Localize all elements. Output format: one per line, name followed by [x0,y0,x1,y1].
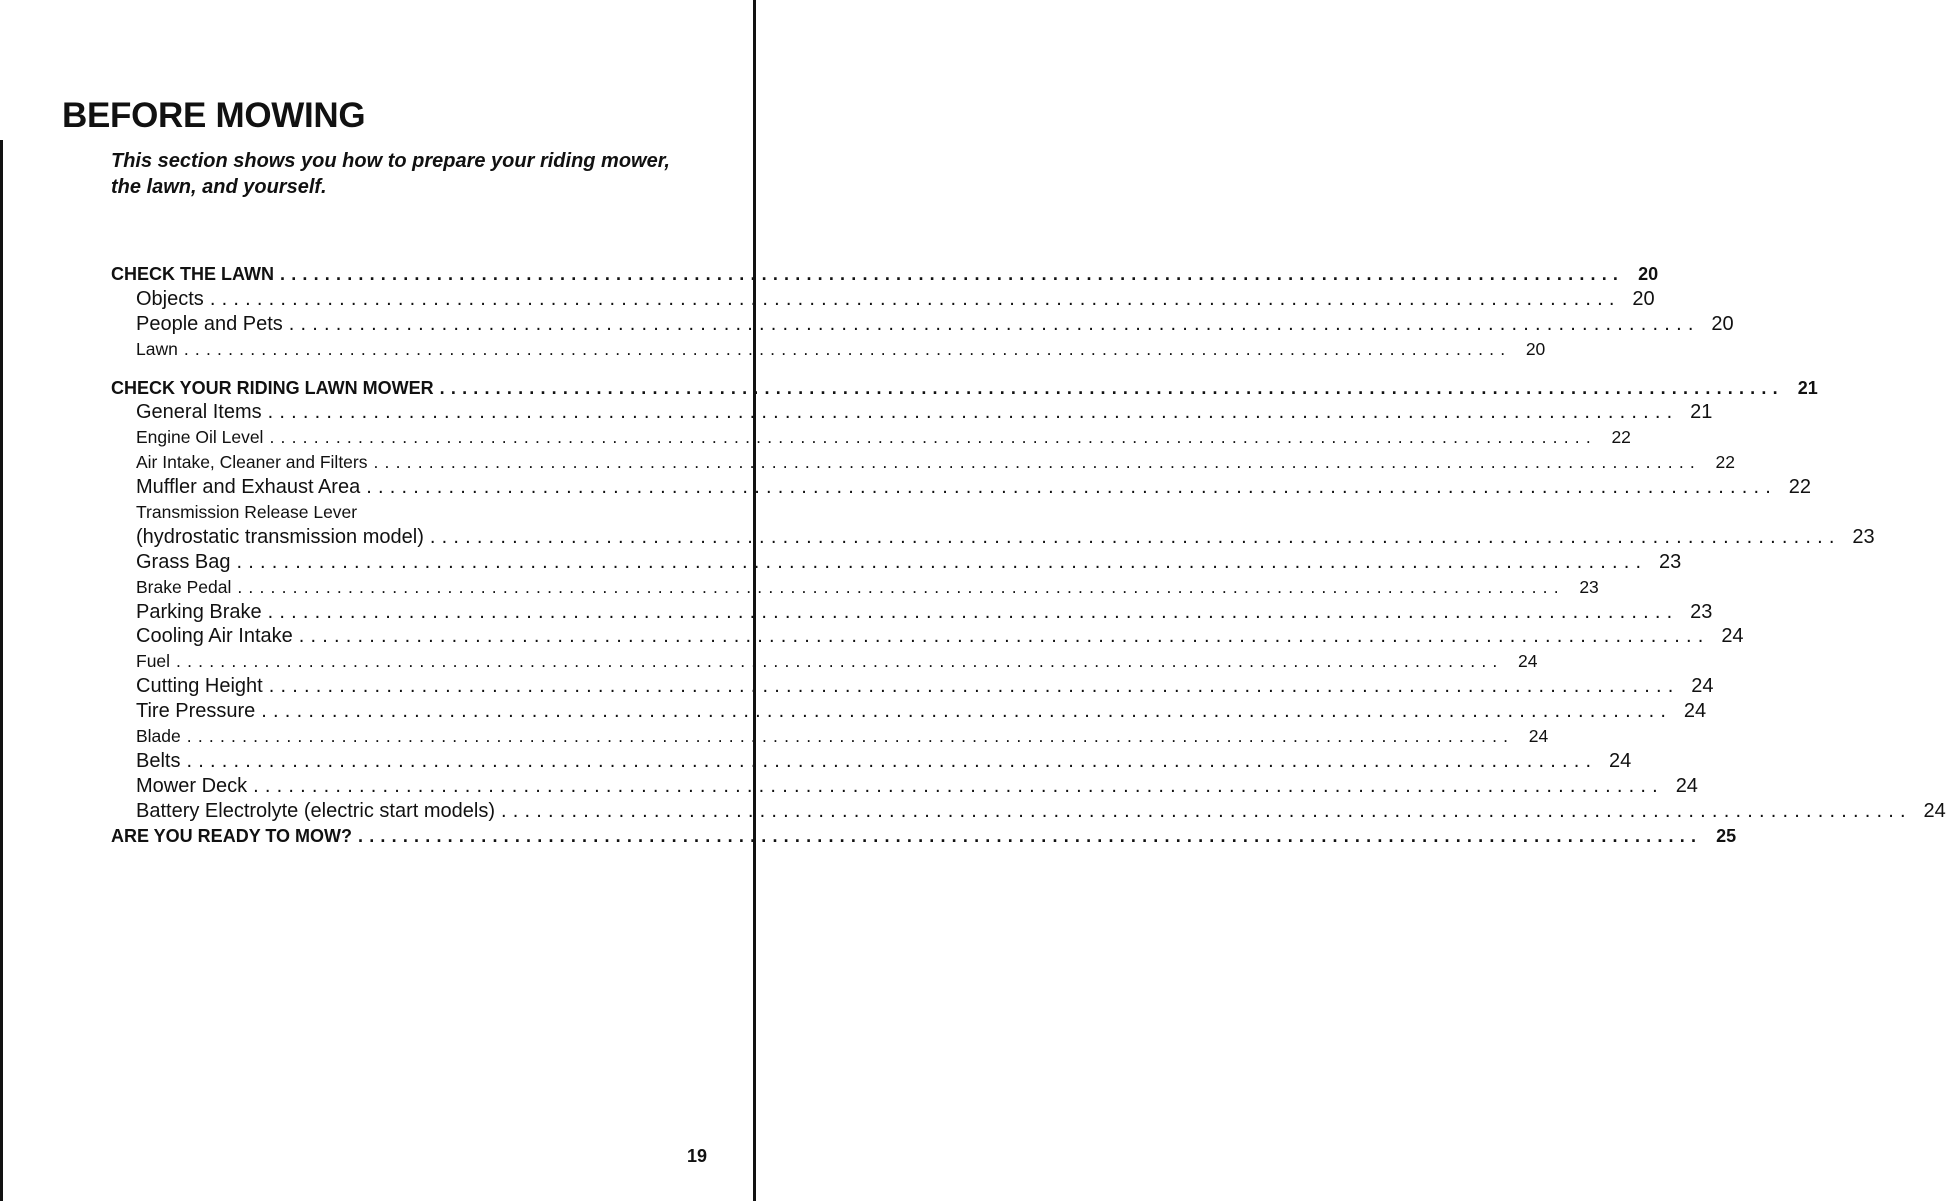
toc-item-blade [111,724,1549,749]
toc-page: 21 [1690,401,1713,424]
toc-label: Fuel [136,651,171,672]
toc-item-people-and-pets [111,312,1734,337]
toc-leader: ........................................................................................................................ [237,576,1565,597]
toc-leader: ........................................................................................................................ [183,338,1512,359]
toc-leader: ........................................................................................................................ [269,427,1597,448]
toc-leader: ........................................................................................................................ [366,476,1778,499]
toc-item-engine-oil-level [111,425,1631,450]
toc-item-muffler [111,475,1812,500]
toc-leader: ........................................................................................................................ [288,312,1700,335]
toc-item-fuel [111,649,1538,674]
toc-item-brake-pedal [111,575,1599,600]
toc-label: Cooling Air Intake [136,625,293,648]
toc-label: Grass Bag [136,550,231,573]
toc-label: Objects [136,287,204,310]
toc-leader: ........................................................................................................................ [176,651,1504,672]
toc-item-cutting-height [111,674,1714,699]
toc-heading-are-you-ready-to-mow [111,824,1737,849]
toc-item-battery-electrolyte [111,799,1946,824]
toc-item-objects [111,287,1655,312]
toc-item-parking-brake [111,600,1713,625]
toc-label: Tire Pressure [136,700,256,723]
toc-page: 23 [1852,525,1875,548]
toc-page: 25 [1716,825,1737,846]
toc-page: 24 [1518,651,1538,672]
toc-leader: ........................................................................................................................ [209,287,1621,310]
toc-leader: ........................................................................................................................ [253,774,1664,797]
toc-item-general-items [111,400,1713,425]
toc-page: 20 [1711,312,1734,335]
toc-page: 23 [1659,550,1682,573]
toc-item-grass-bag [111,550,1682,575]
toc-page: 22 [1611,427,1631,448]
toc-item-tire-pressure [111,699,1707,724]
toc-label: CHECK YOUR RIDING LAWN MOWER [111,377,434,398]
toc-item-air-intake [111,450,1735,475]
toc-label: Mower Deck [136,774,248,797]
toc-label: Air Intake, Cleaner and Filters [136,452,368,473]
toc-item-transmission-release-lever [111,500,641,525]
toc-item-cooling-air-intake [111,624,1744,649]
toc-leader: ........................................................................................................................ [501,799,1912,822]
toc-page: 24 [1691,675,1714,698]
toc-label: Lawn [136,338,178,359]
table-of-contents [111,262,1946,848]
toc-page: 24 [1528,726,1549,747]
toc-page: 23 [1690,600,1713,623]
toc-label: Brake Pedal [136,576,232,597]
section-intro: This section shows you how to prepare your riding mower, the lawn, and yourself. [111,150,670,198]
toc-label: Battery Electrolyte (electric start models) [136,799,495,822]
toc-label: Cutting Height [136,675,263,698]
toc-item-lawn [111,337,1546,362]
toc-label: Transmission Release Lever [136,502,358,523]
toc-page: 22 [1788,476,1812,499]
toc-page: 20 [1638,264,1659,284]
toc-label: (hydrostatic transmission model) [136,525,424,548]
toc-heading-check-the-lawn [111,262,1659,287]
toc-label: Blade [136,726,181,747]
toc-leader: ........................................................................................................................ [267,600,1679,623]
toc-leader: ........................................................................................................................ [261,700,1673,723]
toc-item-hydrostatic-model [111,525,1875,550]
toc-leader: ........................................................................................................................ [236,550,1648,573]
toc-item-belts [111,749,1632,774]
toc-leader: ........................................................................................................................ [358,825,1703,846]
page-edge-left [0,140,3,1201]
toc-page: 23 [1579,576,1599,597]
toc-page: 22 [1715,452,1735,473]
toc-page: 20 [1525,338,1546,359]
toc-label: General Items [136,401,262,424]
toc-page: 24 [1721,625,1744,648]
toc-heading-check-your-riding-lawn-mower [111,376,1818,401]
toc-leader: ........................................................................................................................ [268,675,1680,698]
toc-leader: ........................................................................................................................ [429,525,1841,548]
toc-leader: ........................................................................................................................ [280,264,1625,284]
toc-page: 24 [1675,774,1698,797]
toc-page: 20 [1632,287,1655,310]
toc-label: CHECK THE LAWN [111,264,274,284]
toc-label: ARE YOU READY TO MOW? [111,825,353,846]
toc-label: People and Pets [136,312,283,335]
section-title: BEFORE MOWING [62,96,366,135]
toc-page: 24 [1923,799,1946,822]
toc-leader: ........................................................................................................................ [186,749,1598,772]
toc-item-mower-deck [111,774,1698,799]
toc-label: Belts [136,749,181,772]
toc-label: Muffler and Exhaust Area [136,476,361,499]
toc-leader: ........................................................................................................................ [373,452,1701,473]
page-number: 19 [687,1146,708,1166]
toc-page: 24 [1683,700,1707,723]
toc-leader: ........................................................................................................................ [298,625,1710,648]
toc-page: 24 [1609,749,1632,772]
toc-leader: ........................................................................................................................ [186,726,1515,747]
toc-leader: ........................................................................................................................ [267,401,1679,424]
toc-label: Parking Brake [136,600,262,623]
toc-label: Engine Oil Level [136,427,264,448]
toc-page: 21 [1797,377,1818,398]
toc-leader: ........................................................................................................................ [439,377,1784,398]
